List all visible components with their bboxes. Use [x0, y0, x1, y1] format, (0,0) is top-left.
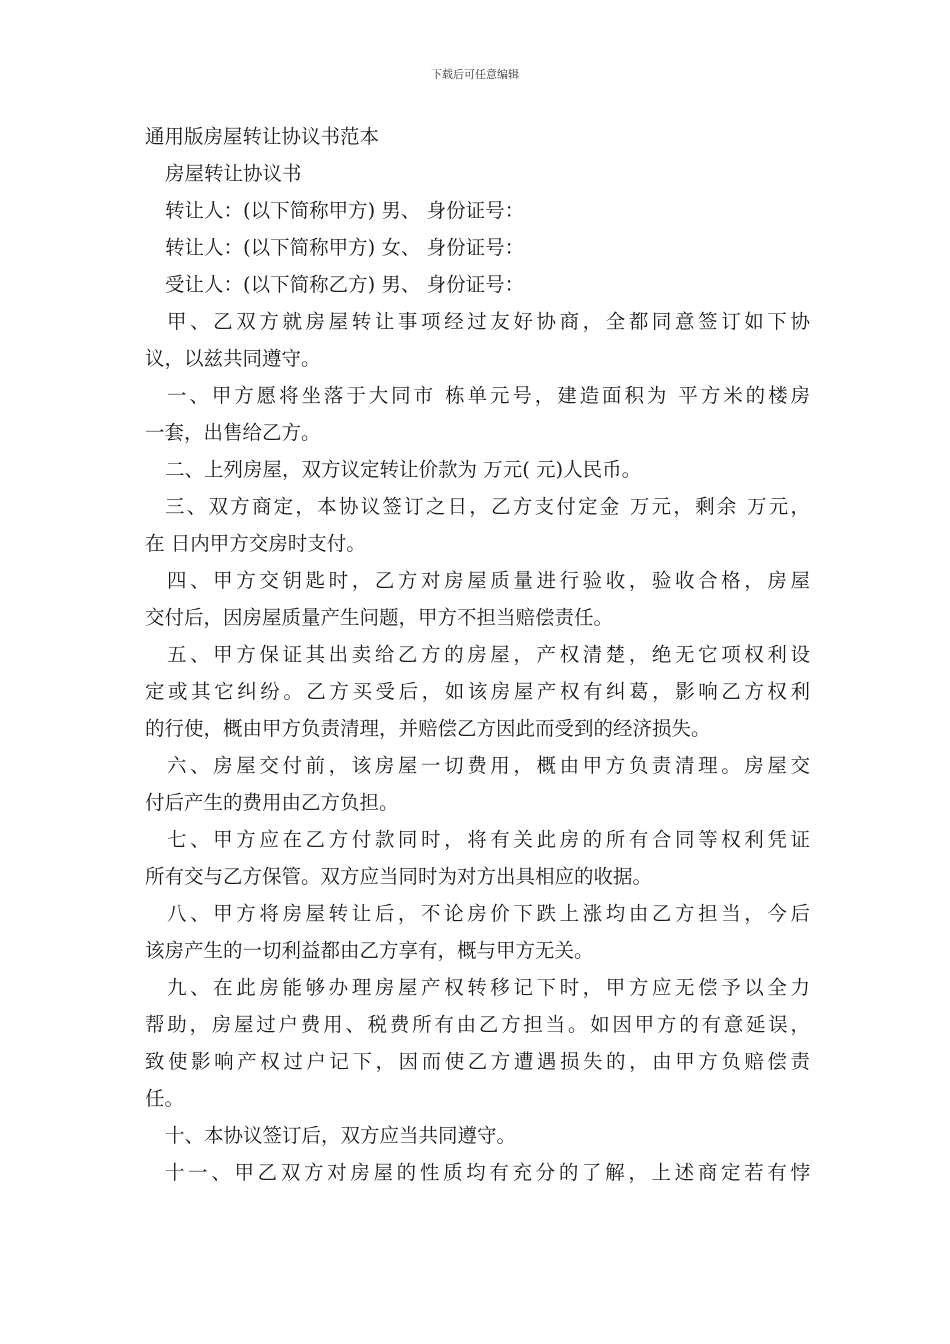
- text-line: 转让人：(以下简称甲方) 女、 身份证号：: [165, 236, 525, 259]
- text-line: 所有交与乙方保管。双方应当同时为对方出具相应的收据。: [145, 865, 653, 888]
- text-line: 定或其它纠纷。乙方买受后，如该房屋产权有纠葛，影响乙方权利: [145, 680, 810, 703]
- text-line: 致使影响产权过户记下，因而使乙方遭遇损失的，由甲方负赔偿责: [145, 1050, 810, 1073]
- text-line: 十、本协议签订后，双方应当共同遵守。: [165, 1124, 517, 1147]
- text-line: 交付后，因房屋质量产生问题，甲方不担当赔偿责任。: [145, 606, 614, 629]
- text-line: 四、甲方交钥匙时，乙方对房屋质量进行验收，验收合格，房屋: [167, 569, 810, 592]
- text-line: 六、房屋交付前，该房屋一切费用，概由甲方负责清理。房屋交: [167, 754, 810, 777]
- text-line: 转让人：(以下简称甲方) 男、 身份证号：: [165, 199, 525, 222]
- text-line: 一、甲方愿将坐落于大同市 栋单元号，建造面积为 平方米的楼房: [167, 384, 810, 407]
- document-body: [145, 118, 810, 1191]
- text-line: 的行使，概由甲方负责清理，并赔偿乙方因此而受到的经济损失。: [145, 717, 711, 740]
- text-line: 任。: [145, 1087, 185, 1110]
- text-line: 付后产生的费用由乙方负担。: [145, 791, 399, 814]
- text-line: 在 日内甲方交房时支付。: [145, 532, 366, 555]
- text-line: 甲、乙双方就房屋转让事项经过友好协商，全都同意签订如下协: [167, 310, 810, 333]
- text-line: 该房产生的一切利益都由乙方享有，概与甲方无关。: [145, 939, 594, 962]
- text-line: 二、上列房屋，双方议定转让价款为 万元( 元)人民币。: [165, 458, 642, 481]
- document-title: 通用版房屋转让协议书范本: [145, 125, 380, 148]
- text-line: 帮助，房屋过户费用、税费所有由乙方担当。如因甲方的有意延误，: [145, 1013, 810, 1036]
- text-line: 受让人：(以下简称乙方) 男、 身份证号：: [165, 273, 525, 296]
- text-line: 七、甲方应在乙方付款同时，将有关此房的所有合同等权利凭证: [167, 828, 810, 851]
- text-line: 三、双方商定，本协议签订之日，乙方支付定金 万元，剩余 万元，: [165, 495, 810, 518]
- text-line: 一套，出售给乙方。: [145, 421, 321, 444]
- page-header-note: 下载后可任意编辑: [431, 68, 519, 81]
- text-line: 议，以兹共同遵守。: [145, 347, 321, 370]
- text-line: 五、甲方保证其出卖给乙方的房屋，产权清楚，绝无它项权利设: [167, 643, 810, 666]
- text-line: 九、在此房能够办理房屋产权转移记下时，甲方应无偿予以全力: [167, 976, 810, 999]
- text-line: 八、甲方将房屋转让后，不论房价下跌上涨均由乙方担当，今后: [167, 902, 810, 925]
- text-line: 十一、甲乙双方对房屋的性质均有充分的了解，上述商定若有悖: [165, 1161, 810, 1184]
- text-line: 房屋转让协议书: [165, 162, 302, 185]
